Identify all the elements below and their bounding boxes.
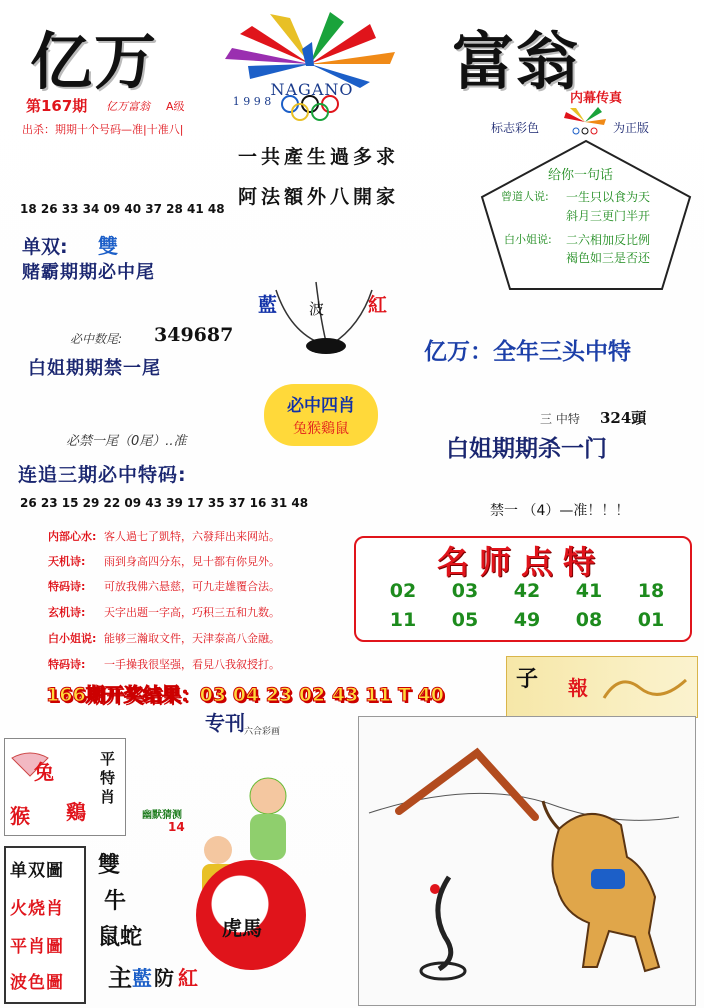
poem-key: 玄机诗:: [48, 606, 86, 619]
wave-blue: 藍: [258, 294, 278, 316]
zodiac-b: 猴: [10, 804, 30, 828]
master-number: 03: [451, 580, 479, 602]
wave-red: 紅: [368, 294, 388, 316]
grade: A级: [166, 100, 185, 113]
table-item: 平肖圖: [10, 937, 64, 957]
poem-key: 白小姐说:: [48, 632, 97, 645]
poem-text: 天字出题一字高，巧积三五和九数。: [104, 606, 280, 619]
poem-row: [48, 578, 280, 594]
poem-row: [48, 630, 280, 646]
logo-year: 1 9 9 8: [232, 95, 272, 108]
poem-key: 天机诗:: [48, 555, 86, 568]
master-title: 名师点特: [436, 543, 605, 581]
brand-small: 亿万富翁: [106, 100, 150, 113]
ban-gate: 禁一 （4）—准！！！: [490, 503, 630, 519]
tables-double: 雙: [98, 852, 121, 878]
insider-line2-who: 白小姐说:: [504, 233, 552, 246]
must-tail-tagline: 白姐期期禁一尾: [28, 358, 161, 379]
consecutive-numbers: 26 23 15 29 22 09 43 39 17 35 37 16 31 48: [20, 496, 309, 510]
insider-left-tag: 标志彩色: [491, 121, 540, 135]
must-tail-value: 349687: [154, 324, 234, 346]
verse-line1: 一共產生過多求: [238, 146, 400, 168]
four-zodiac-value: 兔猴鷄鼠: [293, 421, 349, 437]
newspaper-word: 報: [568, 676, 588, 700]
tables-rat-snake: 鼠蛇: [98, 924, 143, 950]
tables-blue: 藍: [132, 966, 152, 990]
insider-title: 内幕传真: [570, 91, 623, 106]
three-head-tagline: 白姐期期杀一门: [446, 436, 607, 462]
tables-red: 紅: [178, 966, 198, 990]
four-zodiac-title: 必中四肖: [287, 396, 355, 416]
three-head-value: 324頭: [600, 409, 647, 427]
insider-right-tag: 为正版: [613, 121, 650, 135]
single-double-label: 单双:: [22, 236, 68, 258]
olympic-rings-icon: [276, 94, 366, 126]
poem-text: 雨到身高四分东，見十都有你見外。: [104, 555, 280, 568]
single-double-value: 雙: [98, 234, 118, 258]
master-number: 11: [389, 609, 417, 631]
wave-mid: 波: [309, 300, 325, 318]
insider-line1-who: 曾道人说:: [501, 190, 549, 203]
numbers-top: 18 26 33 34 09 40 37 28 41 48: [20, 202, 225, 216]
title-left: 亿万: [30, 25, 159, 98]
poem-row: [48, 656, 280, 672]
poem-key: 特码诗:: [48, 658, 86, 671]
insider-line2a: 二六相加反比例: [566, 233, 651, 247]
tables-ox: 牛: [104, 888, 127, 914]
master-number: 08: [575, 609, 603, 631]
poem-key: 内部心水:: [48, 530, 97, 543]
insider-line-title: 给你一句话: [548, 168, 614, 183]
cartoon-badge: 幽默猜测: [142, 810, 182, 821]
master-row1: [372, 580, 682, 602]
tables-tiger-horse: 虎馬: [222, 916, 262, 940]
poem-row: [48, 553, 280, 569]
master-number: 02: [389, 580, 417, 602]
horse-snake-illustration: [358, 716, 696, 1006]
master-number: 05: [451, 609, 479, 631]
title-right: 富翁: [452, 25, 581, 98]
poem-row: [48, 604, 280, 620]
master-row2: [372, 609, 682, 631]
table-item: 波色圖: [10, 973, 64, 993]
result-line: 166期开奖结果：03 04 23 02 43 11 T 40: [46, 684, 445, 706]
ban-tail: 必禁一尾（0尾）..准: [66, 434, 187, 449]
zodiac-a: 兔: [34, 760, 54, 784]
poem-text: 能够三瀚取文件，天津泰高八金融。: [104, 632, 280, 645]
issue-number: 第167期: [26, 97, 88, 115]
master-number: 41: [575, 580, 603, 602]
poem-key: 特码诗:: [48, 580, 86, 593]
consecutive-title: 连追三期必中特码:: [18, 464, 187, 486]
must-tail-label: 必中数尾:: [70, 332, 123, 346]
poem-row: [48, 528, 280, 544]
subtitle: 出杀：期期十个号码—准|十准八|: [22, 123, 184, 136]
master-number: 01: [637, 609, 665, 631]
insider-line1a: 一生只以食为天: [566, 190, 651, 204]
tables-main: 主: [108, 963, 132, 992]
verse-line2: 阿法額外八開家: [238, 186, 400, 208]
poem-text: 可放我佛六悬慈，可九走雄覆合法。: [104, 580, 280, 593]
zodiac-side: 平特肖: [100, 750, 116, 806]
single-double-tagline: 赌霸期期必中尾: [22, 262, 155, 283]
insider-line1b: 斜月三更门半开: [566, 209, 651, 223]
master-number: 18: [637, 580, 665, 602]
dragon-icon: [600, 668, 690, 712]
yiwan-head: 亿万：全年三头中特: [424, 339, 631, 365]
wave-diagram: [256, 272, 396, 362]
cartoon-num: 14: [168, 820, 185, 834]
newspaper-tag: 子: [516, 666, 539, 692]
three-head-label: 三 中特: [540, 412, 580, 426]
zodiac-c: 鷄: [66, 800, 86, 824]
master-number: 49: [513, 609, 541, 631]
special-label: 专刊: [205, 711, 245, 735]
insider-line2b: 褐色如三是否还: [566, 251, 651, 265]
master-number: 42: [513, 580, 541, 602]
tables-guard: 防: [154, 966, 174, 990]
logo-text: NAGANO: [270, 80, 354, 99]
special-sub: 六合彩画: [244, 727, 281, 737]
poem-text: 一手操我很坚强，看見八我叙授打。: [104, 658, 280, 671]
poem-text: 客人過七了凱特，六發拜出来网站。: [104, 530, 280, 543]
table-item: 火烧肖: [10, 899, 64, 919]
table-item: 单双圖: [10, 861, 64, 881]
